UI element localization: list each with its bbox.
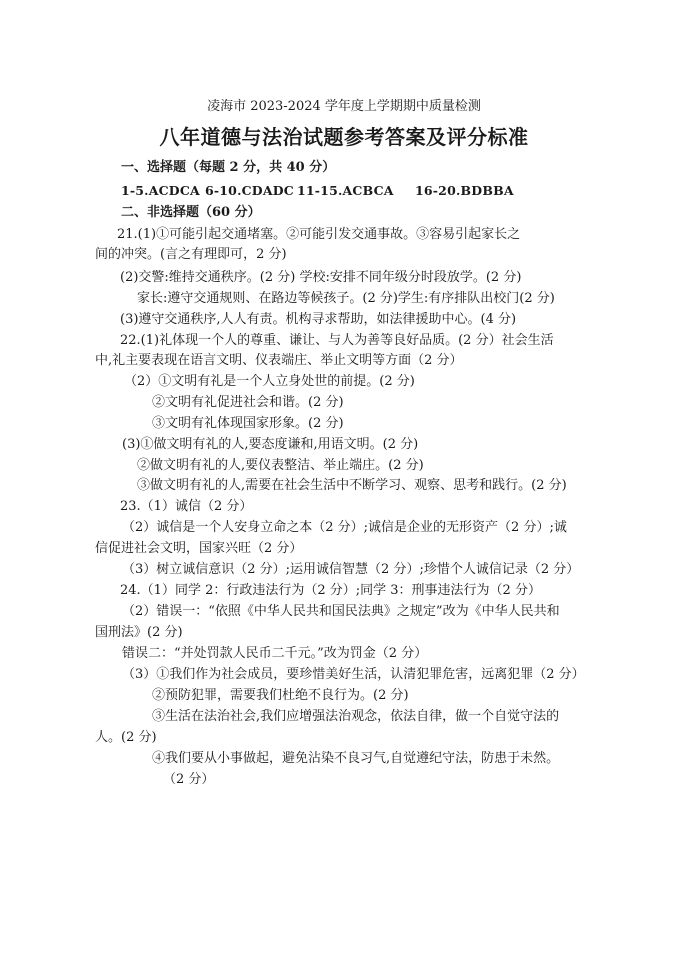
answer-line: (3)遵守交通秩序,人人有责。机构寻求帮助，如法律援助中心。(4 分)	[120, 312, 517, 327]
answer-line: （2 分）	[163, 772, 215, 787]
answer-line: 24.（1）同学 2：行政违法行为（2 分）;同学 3：刑事违法行为（2 分）	[120, 583, 541, 598]
answer-line: ④我们要从小事做起，避免沾染不良习气,自觉遵纪守法，防患于未然。	[152, 751, 560, 766]
answer-line: ③文明有礼体现国家形象。(2 分)	[152, 416, 344, 431]
answer-line: （2）诚信是一个人安身立命之本（2 分）;诚信是企业的无形资产（2 分）;诚	[122, 520, 567, 535]
section-heading-nonchoice: 二、非选择题（60 分）	[121, 205, 261, 220]
answer-line: 23.（1）诚信（2 分）	[120, 499, 253, 514]
answer-line: 间的冲突。(言之有理即可，2 分)	[95, 247, 287, 262]
answer-line: （3）①我们作为社会成员，要珍惜美好生活，认清犯罪危害，远离犯罪（2 分）	[122, 667, 585, 682]
answer-line: 人。(2 分)	[95, 730, 157, 745]
answer-line: (2)交警:维持交通秩序。(2 分) 学校:安排不同年级分时段放学。(2 分)	[120, 270, 522, 285]
answer-line: ②预防犯罪，需要我们杜绝不良行为。(2 分)	[152, 688, 409, 703]
choice-answers-row	[121, 182, 514, 199]
answer-line: 22.(1)礼体现一个人的尊重、谦让、与人为善等良好品质。(2 分）社会生活	[120, 333, 554, 348]
answer-line: ③生活在法治社会,我们应增强法治观念，依法自律，做一个自觉守法的	[152, 709, 560, 724]
answer-line: ②做文明有礼的人,要仪表整洁、举止端庄。(2 分)	[137, 458, 424, 473]
answer-line: 中,礼主要表现在语言文明、仪表端庄、举止文明等方面（2 分）	[95, 353, 463, 368]
answer-group: 1-5.ACDCA	[121, 183, 200, 198]
answer-line: （2）①文明有礼是一个人立身处世的前提。(2 分)	[124, 374, 415, 389]
section-heading-choice: 一、选择题（每题 2 分，共 40 分）	[121, 160, 336, 175]
answer-line: 21.(1)①可能引起交通堵塞。②可能引发交通事故。③容易引起家长之	[117, 227, 521, 242]
answer-line: ③做文明有礼的人,需要在社会生活中不断学习、观察、思考和践行。(2 分)	[137, 478, 567, 493]
exam-subtitle: 凌海市 2023-2024 学年度上学期期中质量检测	[207, 99, 481, 114]
answer-group: 6-10.CDADC	[205, 183, 294, 198]
answer-line: (3)①做文明有礼的人,要态度谦和,用语文明。(2 分)	[122, 437, 419, 452]
answer-line: 国刑法》(2 分)	[95, 625, 183, 640]
answer-line: 家长:遵守交通规则、在路边等候孩子。(2 分)学生:有序排队出校门(2 分)	[137, 291, 555, 306]
answer-line: 信促进社会文明，国家兴旺（2 分）	[95, 541, 303, 556]
answer-line: ②文明有礼促进社会和谐。(2 分)	[152, 395, 344, 410]
answer-group: 11-15.ACBCA	[297, 183, 394, 198]
answer-line: 错误二：“并处罚款人民币二千元。”改为罚金（2 分）	[122, 646, 428, 661]
answer-line: （3）树立诚信意识（2 分）;运用诚信智慧（2 分）;珍惜个人诚信记录（2 分）	[122, 562, 580, 577]
page-title: 八年道德与法治试题参考答案及评分标准	[159, 125, 529, 149]
answer-line: （2）错误一：“依照《中华人民共和国民法典》之规定”改为《中华人民共和	[122, 604, 560, 619]
answer-group: 16-20.BDBBA	[415, 183, 514, 198]
